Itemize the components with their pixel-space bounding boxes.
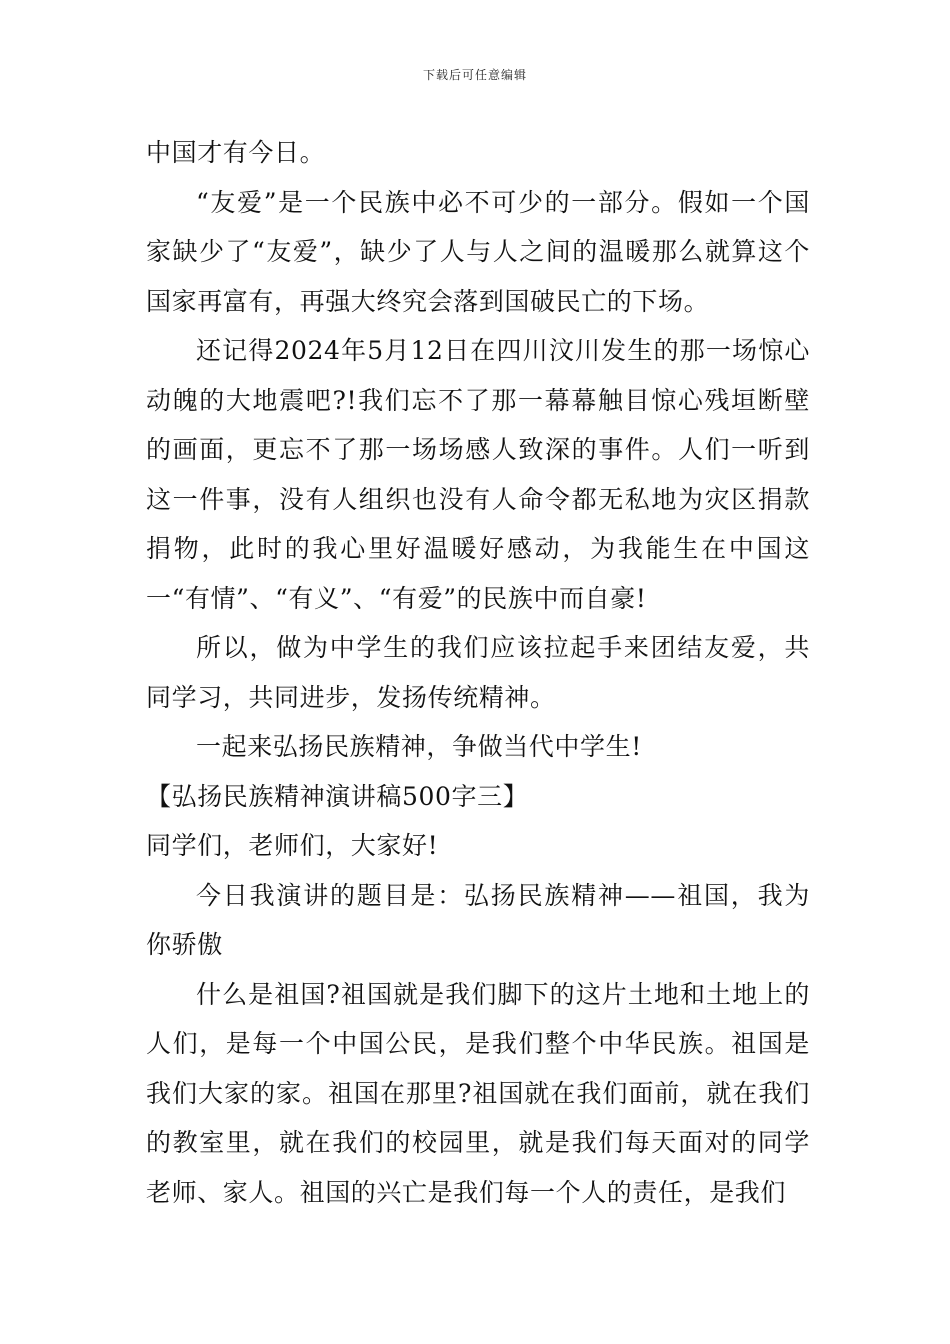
paragraph-4: 所以，做为中学生的我们应该拉起手来团结友爱，共同学习，共同进步，发扬传统精神。 [146, 633, 810, 712]
paragraph-2: “友爱”是一个民族中必不可少的一部分。假如一个国家缺少了“友爱”，缺少了人与人之间的温暖那么就算这个国家再富有，再强大终究会落到国破民亡的下场。 [146, 187, 810, 316]
document-body [146, 128, 810, 1217]
paragraph-3: 还记得2024年5月12日在四川汶川发生的那一场惊心动魄的大地震吧?!我们忘不了那一幕幕触目惊心残垣断壁的画面，更忘不了那一场场感人致深的事件。人们一听到这一件事，没有人组织也没有人命令都无私地为灾区捐款捐物，此时的我心里好温暖好感动，为我能生在中国这一“有情”、“有义”、“有爱”的民族中而自豪! [146, 336, 810, 613]
paragraph-8: 今日我演讲的题目是：弘扬民族精神——祖国，我为你骄傲 [146, 880, 810, 959]
section-heading: 【弘扬民族精神演讲稿500字三】 [146, 781, 529, 811]
page-header-note: 下载后可任意编辑 [422, 68, 527, 82]
greeting: 同学们，老师们，大家好! [146, 831, 439, 860]
paragraph-5: 一起来弘扬民族精神，争做当代中学生! [196, 732, 642, 761]
paragraph-9: 什么是祖国?祖国就是我们脚下的这片土地和土地上的人们，是每一个中国公民，是我们整个中华民族。祖国是我们大家的家。祖国在那里?祖国就在我们面前，就在我们的教室里，就在我们的校园里，就是我们每天面对的同学老师、家人。祖国的兴亡是我们每一个人的责任，是我们 [146, 979, 810, 1207]
paragraph-1: 中国才有今日。 [146, 138, 326, 167]
